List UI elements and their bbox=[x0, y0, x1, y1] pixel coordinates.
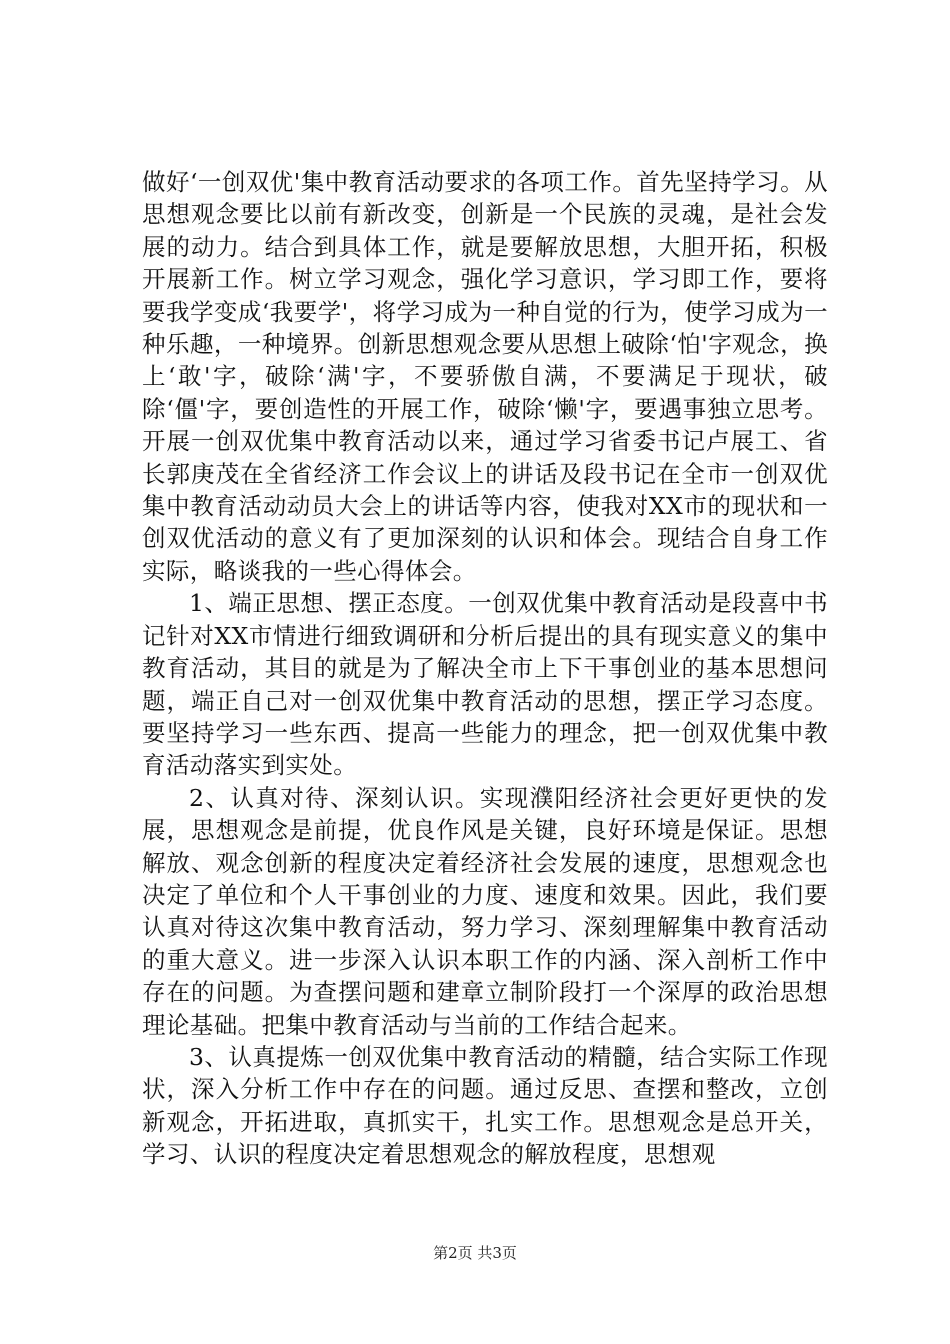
body-paragraph-intro: 做好‘一创双优'集中教育活动要求的各项工作。首先坚持学习。从思想观念要比以前有新改变，创新是一个民族的灵魂，是社会发展的动力。结合到具体工作，就是要解放思想，大胆开拓，积极开展新工作。树立学习观念，强化学习意识，学习即工作，要将要我学变成‘我要学'，将学习成为一种自觉的行为，使学习成为一种乐趣，一种境界。创新思想观念要从思想上破除‘怕'字观念，换上‘敢'字，破除‘满'字，不要骄傲自满，不要满足于现状，破除‘僵'字，要创造性的开展工作，破除‘懒'字，要遇事独立思考。开展一创双优集中教育活动以来，通过学习省委书记卢展工、省长郭庚茂在全省经济工作会议上的讲话及段书记在全市一创双优集中教育活动动员大会上的讲话等内容，使我对XX市的现状和一创双优活动的意义有了更加深刻的认识和体会。现结合自身工作实际，略谈我的一些心得体会。 bbox=[142, 168, 828, 585]
page-number-footer: 第2页 共3页 bbox=[433, 1244, 517, 1262]
body-paragraph-point-3: 3、认真提炼一创双优集中教育活动的精髓，结合实际工作现状，深入分析工作中存在的问题。通过反思、查摆和整改，立创新观念，开拓进取，真抓实干，扎实工作。思想观念是总开关，学习、认识的程度决定着思想观念的解放程度，思想观 bbox=[142, 1042, 828, 1169]
document-body bbox=[142, 166, 828, 1171]
body-paragraph-point-1: 1、端正思想、摆正态度。一创双优集中教育活动是段喜中书记针对XX市情进行细致调研和分析后提出的具有现实意义的集中教育活动，其目的就是为了解决全市上下干事创业的基本思想问题，端正自己对一创双优集中教育活动的思想，摆正学习态度。要坚持学习一些东西、提高一些能力的理念，把一创双优集中教育活动落实到实处。 bbox=[142, 589, 828, 780]
body-paragraph-point-2: 2、认真对待、深刻认识。实现濮阳经济社会更好更快的发展，思想观念是前提，优良作风是关键，良好环境是保证。思想解放、观念创新的程度决定着经济社会发展的速度，思想观念也决定了单位和个人干事创业的力度、速度和效果。因此，我们要认真对待这次集中教育活动，努力学习、深刻理解集中教育活动的重大意义。进一步深入认识本职工作的内涵、深入剖析工作中存在的问题。为查摆问题和建章立制阶段打一个深厚的政治思想理论基础。把集中教育活动与当前的工作结合起来。 bbox=[142, 783, 828, 1039]
